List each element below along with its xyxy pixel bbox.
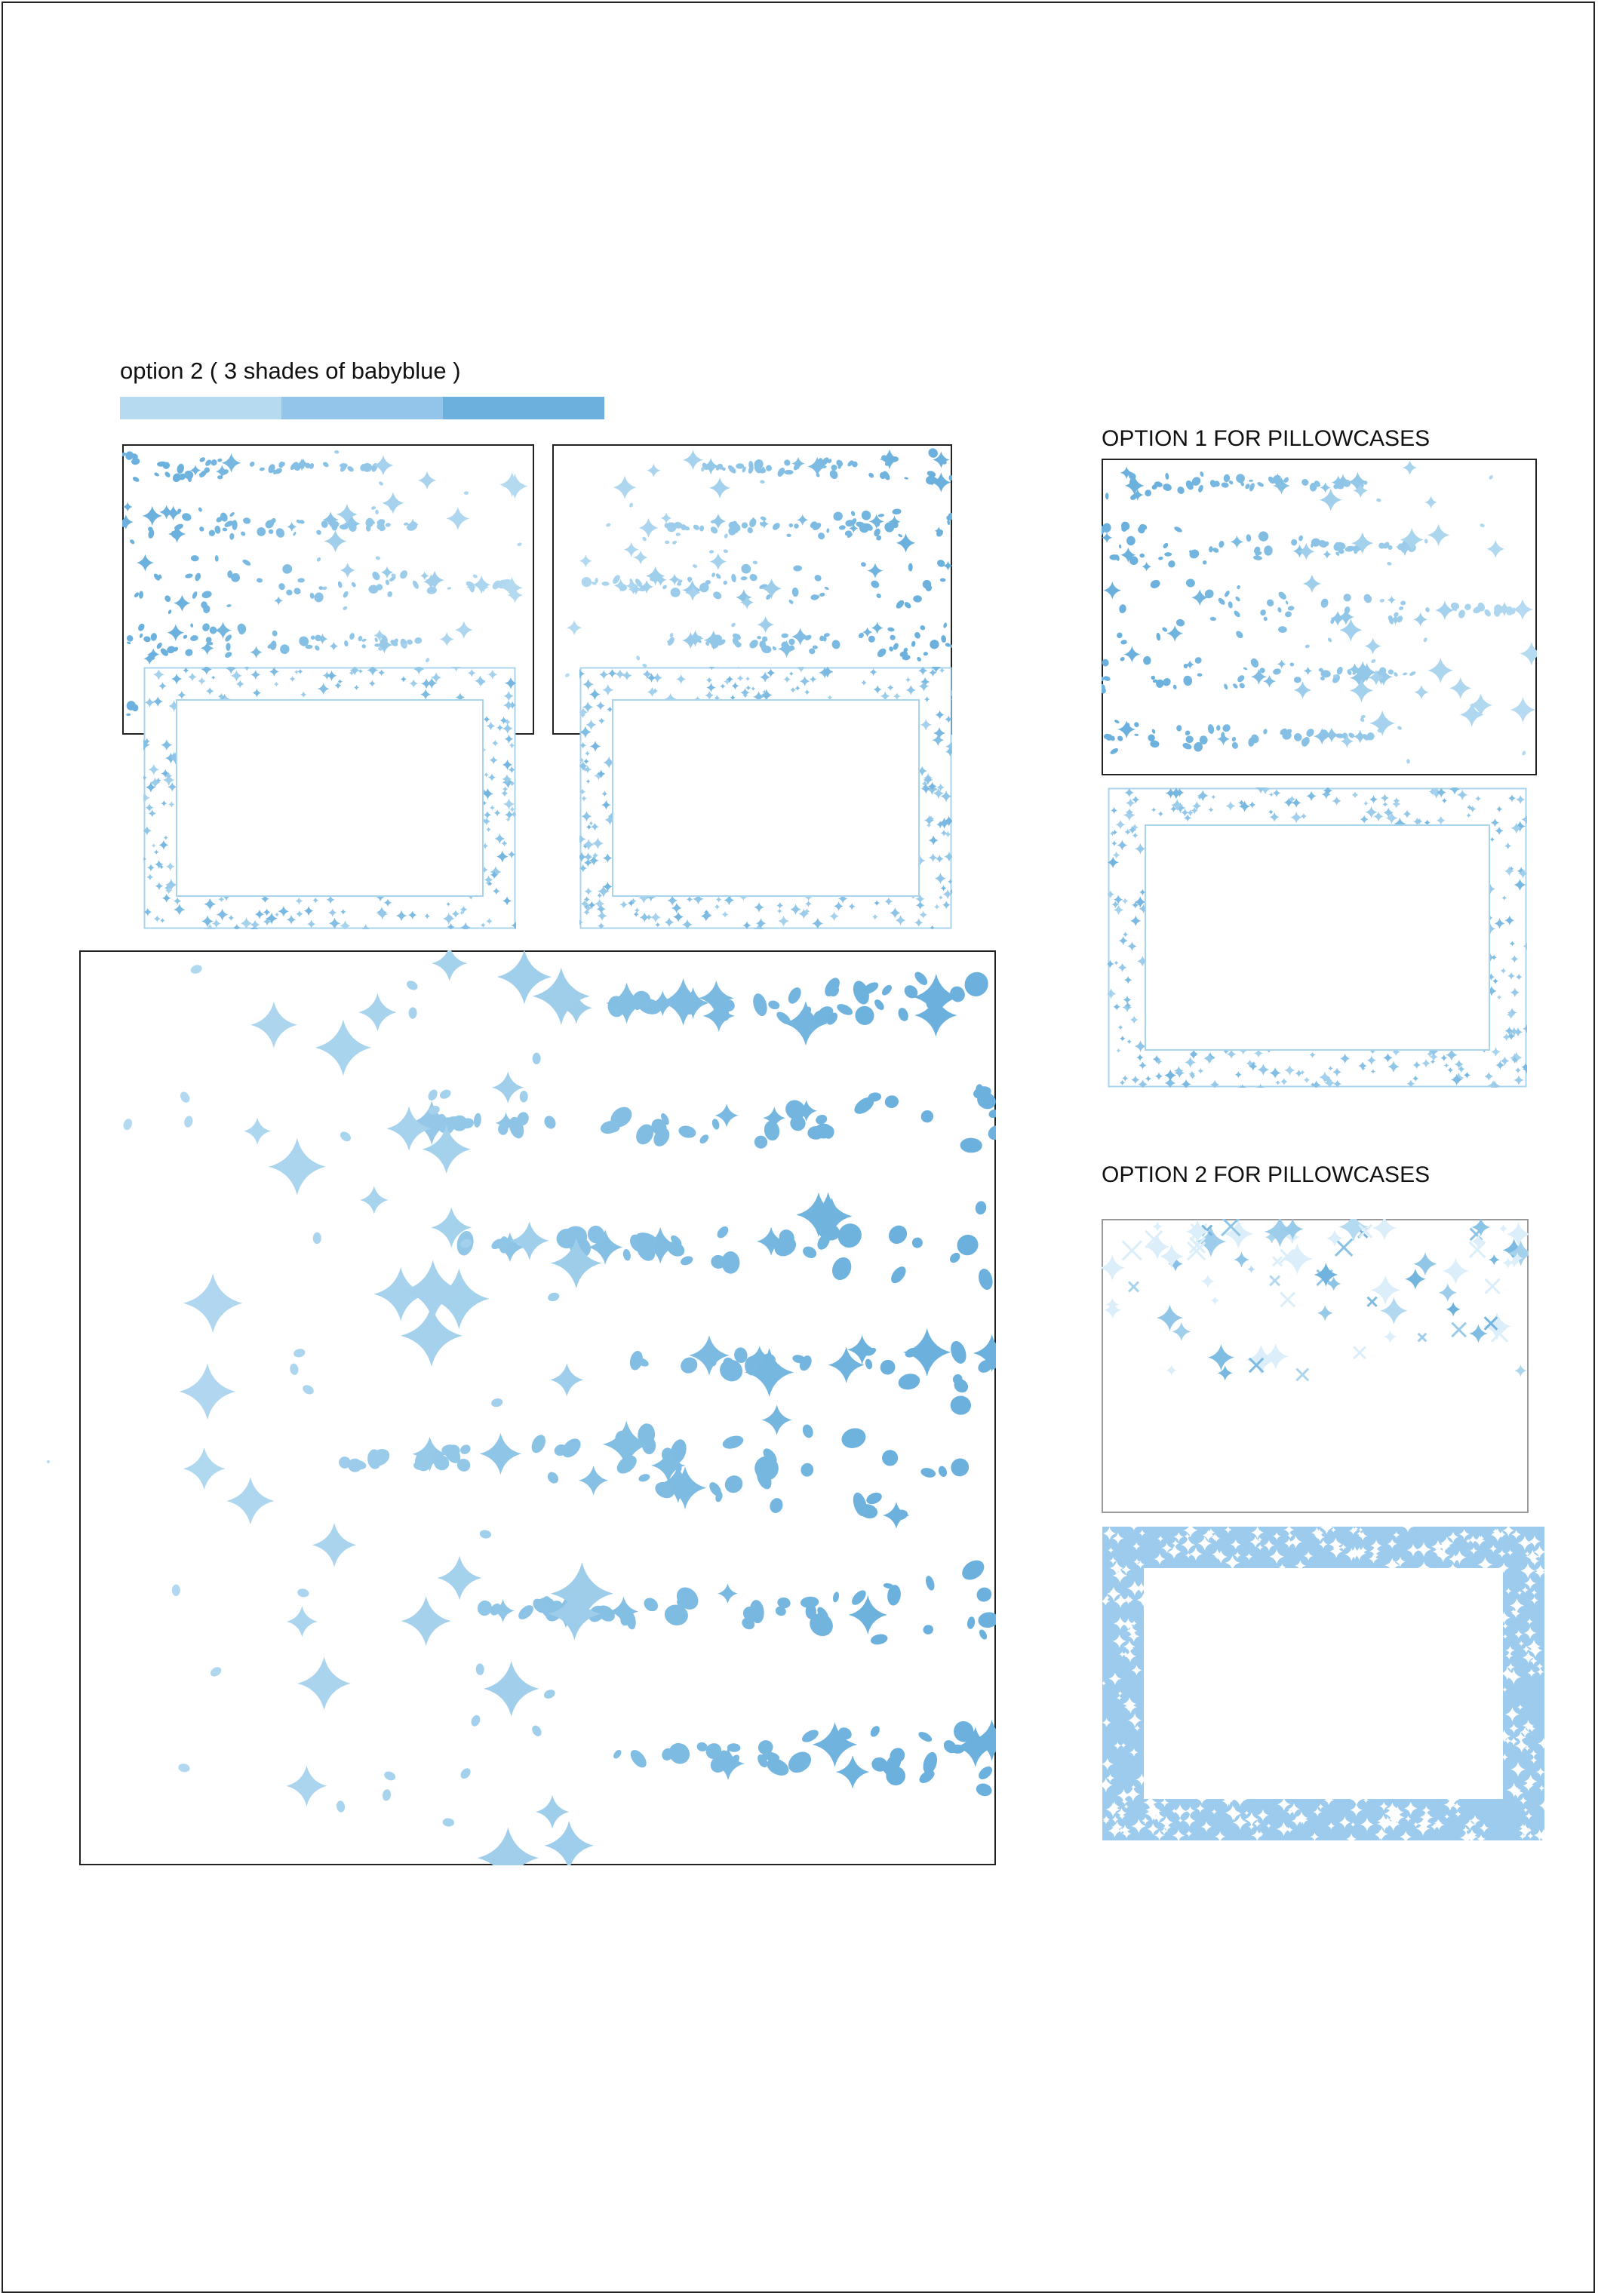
border-frame-a	[143, 667, 516, 929]
frame-window	[613, 700, 919, 896]
frame-window	[1145, 825, 1489, 1050]
pillowcase-option2-frame	[1102, 1527, 1544, 1840]
stray-dot	[47, 1460, 50, 1463]
border-frame-b	[579, 667, 952, 929]
blob-icon	[736, 463, 744, 468]
swatch-light-babyblue	[120, 397, 281, 419]
blob-icon	[172, 1585, 180, 1596]
blob-icon	[1294, 677, 1301, 683]
blob-icon	[313, 1232, 321, 1244]
frame-window	[177, 700, 483, 896]
panel-outline	[1102, 459, 1536, 775]
design-sheet	[2, 2, 1595, 2293]
swatch-mid-babyblue	[281, 397, 443, 419]
pillowcase-option1-panel	[1102, 459, 1537, 775]
option2-title: option 2 ( 3 shades of babyblue )	[120, 358, 461, 384]
frame-window	[1144, 1568, 1503, 1799]
pattern-detail-panel	[79, 950, 996, 1865]
blob-icon	[366, 524, 370, 531]
pillowcase-option1-title: OPTION 1 FOR PILLOWCASES	[1102, 426, 1431, 451]
pillowcase-option1-frame	[1108, 787, 1527, 1088]
panel-outline	[1102, 1220, 1528, 1512]
blob-icon	[1264, 545, 1272, 555]
blob-icon	[908, 563, 913, 571]
pillowcase-option2-title: OPTION 2 FOR PILLOWCASES	[1102, 1162, 1431, 1187]
swatch-dark-babyblue	[443, 397, 604, 419]
pillowcase-option2-panel	[1102, 1219, 1529, 1513]
